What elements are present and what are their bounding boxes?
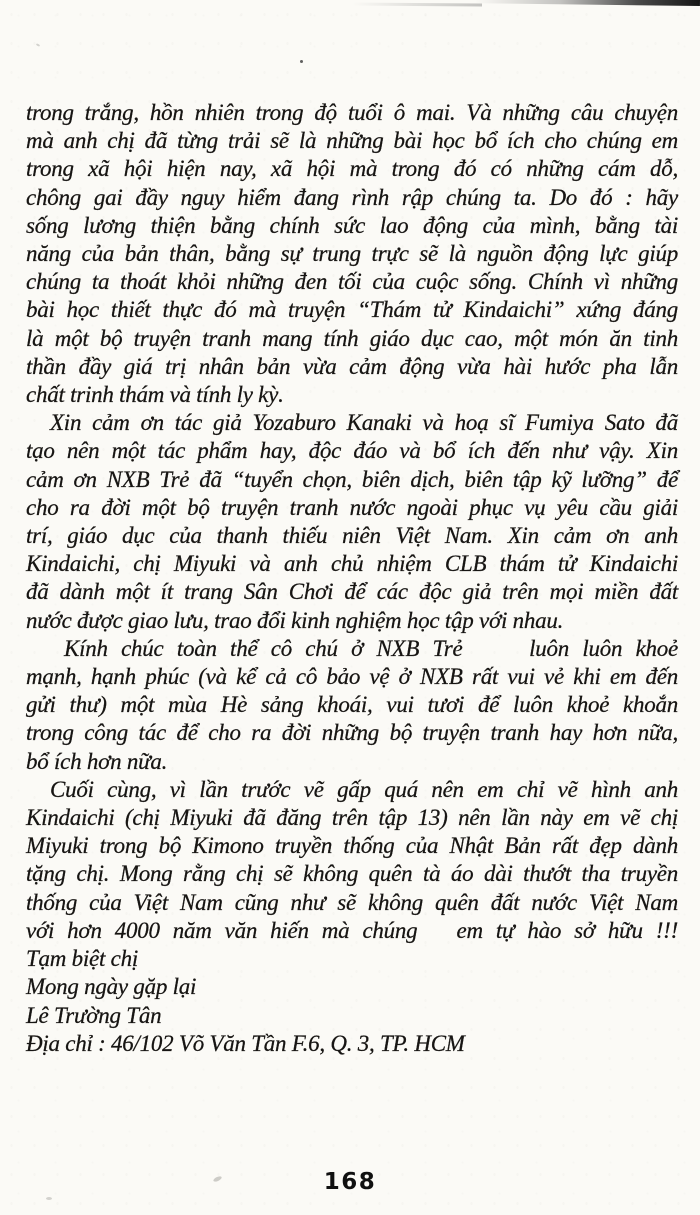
text-line: trong trắng, hồn nhiên trong độ tuổi ô mai. Và những câu chuyện (26, 100, 678, 125)
text-line: gửi thư) một mùa Hè sảng khoái, vui tươi để luôn khoẻ khoắn (26, 692, 678, 718)
text-line: Kindaichi (chị Miyuki đã đăng trên tập 13) nên lần này em vẽ chị (26, 805, 678, 831)
signature-address: Địa chỉ : 46/102 Võ Văn Tần F.6, Q. 3, TP. HCM (26, 1030, 465, 1056)
text-line: cho ra đời một bộ truyện tranh nước ngoài phục vụ yêu cầu giải (26, 494, 678, 520)
text-line: bài học thiết thực đó mà truyện “Thám tử Kindaichi” xứng đáng (26, 297, 678, 323)
scan-artifact-streak (352, 3, 482, 7)
text-line: tặng chị. Mong rằng chị sẽ không quên tà áo dài thướt tha truyền (26, 861, 678, 887)
scan-artifact-speck (36, 43, 40, 47)
signature-name: Lê Trường Tân (26, 1002, 162, 1028)
text-line: trong công tác để cho ra đời những bộ truyện tranh hay hơn nữa, (26, 720, 678, 746)
text-line: Cuối cùng, vì lần trước vẽ gấp quá nên em chỉ vẽ hình anh (50, 776, 678, 802)
text-line: năng của bản thân, bằng sự trung trực sẽ là nguồn động lực giúp (26, 241, 678, 267)
closing-see-again: Mong ngày gặp lại (26, 974, 197, 1000)
scan-artifact-speck (46, 1197, 52, 1200)
text-line: bổ ích hơn nữa. (26, 748, 168, 774)
text-line: thống của Việt Nam cũng như sẽ không quên đất nước Việt Nam (26, 889, 678, 915)
text-line: Miyuki trong bộ Kimono truyền thống của Nhật Bản rất đẹp dành (26, 833, 678, 859)
text-line: với hơn 4000 năm văn hiến mà chúng em tự hào sở hữu !!! (26, 917, 678, 943)
text-line: đã dành một ít trang Sân Chơi để các độc giả trên mọi miền đất (26, 579, 678, 605)
letter-body (26, 99, 678, 1058)
text-line: chúng ta thoát khỏi những đen tối của cuộc sống. Chính vì những (26, 269, 678, 295)
text-line: cảm ơn NXB Trẻ đã “tuyển chọn, biên dịch, biên tập kỹ lưỡng” để (26, 466, 678, 492)
closing-farewell: Tạm biệt chị (26, 946, 138, 972)
page-number: 168 (323, 1169, 377, 1195)
text-line: nước được giao lưu, trao đổi kinh nghiệm học tập với nhau. (26, 607, 564, 633)
text-line: tạo nên một tác phẩm hay, độc đáo và bổ ích đến như vậy. Xin (26, 438, 678, 464)
text-line: chông gai đầy nguy hiểm đang rình rập chúng ta. Do đó : hãy (26, 184, 678, 210)
text-line: chất trinh thám và tính ly kỳ. (26, 382, 284, 408)
text-line: Kindaichi, chị Miyuki và anh chủ nhiệm CLB thám tử Kindaichi (26, 551, 678, 577)
text-line: mạnh, hạnh phúc (và kể cả cô bảo vệ ở NXB rất vui vẻ khi em đến (26, 664, 678, 690)
text-line: trong xã hội hiện nay, xã hội mà trong đó có những cám dỗ, (26, 156, 678, 182)
text-line: sống lương thiện bằng chính sức lao động của mình, bằng tài (26, 212, 678, 238)
scan-artifact-speck (300, 60, 303, 63)
text-line: Kính chúc toàn thể cô chú ở NXB Trẻ luôn luôn khoẻ (64, 635, 678, 661)
text-line: Xin cảm ơn tác giả Yozaburo Kanaki và hoạ sĩ Fumiya Sato đã (50, 410, 678, 436)
text-line: trí, giáo dục của thanh thiếu niên Việt Nam. Xin cảm ơn anh (26, 523, 678, 549)
text-line: mà anh chị đã từng trải sẽ là những bài học bổ ích cho chúng em (26, 128, 678, 154)
scan-artifact-streak (475, 0, 700, 6)
text-line: là một bộ truyện tranh mang tính giáo dục cao, một món ăn tinh (26, 325, 678, 351)
text-line: thần đầy giá trị nhân bản vừa cảm động vừa hài hước pha lẫn (26, 353, 678, 379)
